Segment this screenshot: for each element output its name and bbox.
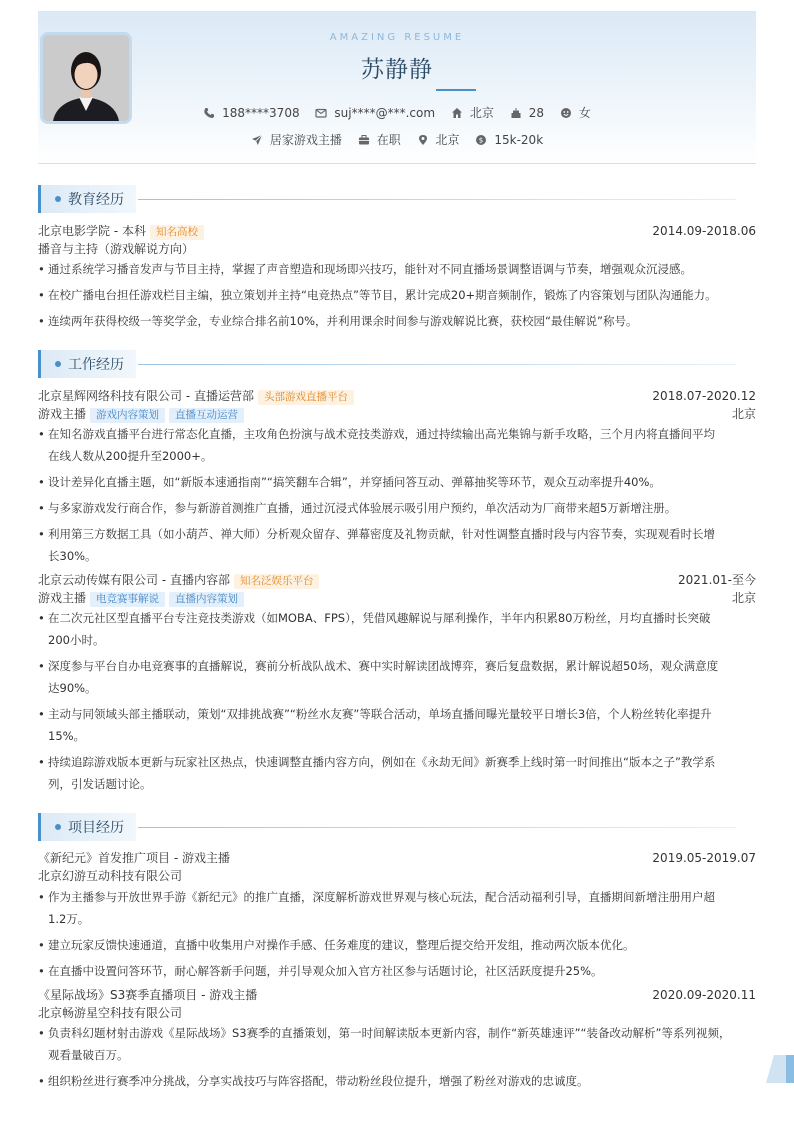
info-target-city	[417, 131, 460, 148]
job-bullet: • 与多家游戏发行商合作，参与新游首测推广直播，通过沉浸式体验展示吸引用户预约，单次活动为厂商带来超5万新增注册。	[38, 501, 677, 515]
svg-text:$: $	[479, 136, 484, 145]
info-email	[315, 106, 435, 120]
info-target-job	[251, 131, 342, 148]
project-title-row	[38, 850, 756, 867]
company-tag: 知名泛娱乐平台	[234, 574, 320, 589]
project-bullet: • 负责科幻题材射击游戏《星际战场》S3赛季的直播策划，第一时间解读版本更新内容，制作“新英雄速评”“装备改动解析”等系列视频， 观看量破百万。	[38, 1026, 731, 1062]
resume-page	[38, 11, 756, 1088]
project-title-row	[38, 987, 756, 1004]
candidate-name: 苏静静	[361, 57, 433, 83]
job-period: 2018.07-2020.12	[652, 389, 756, 403]
info-phone	[203, 106, 299, 120]
info-row-job	[38, 131, 756, 149]
info-row-personal	[38, 104, 756, 122]
school-tag: 知名高校	[150, 225, 204, 240]
project-name: 《星际战场》S3赛季直播项目 - 游戏主播	[38, 988, 258, 1002]
project-company: 北京幻游互动科技有限公司	[38, 869, 183, 883]
home-icon	[451, 107, 463, 119]
briefcase-icon	[358, 134, 370, 146]
section-projects	[38, 813, 756, 843]
project-period: 2020.09-2020.11	[652, 988, 756, 1002]
resume-kicker: AMAZING RESUME	[329, 32, 465, 43]
section-title: 项目经历	[68, 820, 124, 836]
gender-icon	[560, 107, 572, 119]
job-bullet: • 主动与同领域头部主播联动，策划“双排挑战赛”“粉丝水友赛”等联合活动，单场直播间曝光量较平日增长3倍，个人粉丝转化率提升 15%。	[38, 707, 712, 743]
job-bullet: • 在二次元社区型直播平台专注竞技类游戏（如MOBA、FPS），凭借风趣解说与犀利操作，半年内积累80万粉丝，月均直播时长突破 200小时。	[38, 611, 711, 647]
info-salary	[475, 133, 543, 147]
section-education	[38, 185, 756, 215]
job-role-row	[38, 406, 756, 423]
job-role: 游戏主播	[38, 591, 87, 605]
resume-header	[38, 11, 756, 164]
role-tag: 电竞赛事解说	[90, 592, 165, 607]
project-name: 《新纪元》首发推广项目 - 游戏主播	[38, 851, 230, 865]
gender-value: 女	[578, 106, 591, 120]
job-role-row	[38, 590, 756, 607]
phone-icon	[203, 107, 215, 119]
target-job: 居家游戏主播	[269, 133, 342, 147]
job-period: 2021.01-至今	[678, 573, 756, 587]
age-value: 28	[528, 105, 545, 120]
section-work	[38, 350, 756, 380]
education-bullet: • 在校广播电台担任游戏栏目主编，独立策划并主持“电竞热点”等节目，累计完成20+期音频制作，锻炼了内容策划与团队沟通能力。	[38, 288, 717, 302]
section-dot	[55, 361, 61, 367]
role-tag: 直播内容策划	[169, 592, 244, 607]
phone-number: 188****3708	[222, 105, 300, 120]
section-title: 教育经历	[68, 192, 124, 208]
project-bullet: • 组织粉丝进行赛季冲分挑战，分享实战技巧与阵容搭配，带动粉丝段位提升，增强了粉丝对游戏的忠诚度。	[38, 1074, 589, 1088]
school-name: 北京电影学院 - 本科	[38, 224, 146, 238]
job-bullet: • 深度参与平台自办电竞赛事的直播解说，赛前分析战队战术、赛中实时解读团战博弈，赛后复盘数据，累计解说超50场，观众满意度 达90%。	[38, 659, 719, 695]
email-address: suj****@***.com	[334, 105, 436, 120]
company-name: 北京星辉网络科技有限公司 - 直播运营部	[38, 389, 254, 403]
info-gender	[560, 104, 591, 121]
section-dot	[55, 824, 61, 830]
job-bullet: • 设计差异化直播主题，如“新版本速通指南”“搞笑翻车合辑”，并穿插问答互动、弹幕抽奖等环节，观众互动率提升40%。	[38, 475, 661, 489]
job-status: 在职	[376, 133, 401, 147]
education-major: 播音与主持（游戏解说方向）	[38, 242, 195, 256]
job-bullet: • 持续追踪游戏版本更新与玩家社区热点，快速调整直播内容方向，例如在《永劫无间》新赛季上线时第一时间推出“版本之子”教学系 列，引发话题讨论。	[38, 755, 716, 791]
project-company: 北京畅游星空科技有限公司	[38, 1006, 183, 1020]
section-rule	[138, 827, 736, 828]
location-pin-icon	[417, 134, 429, 146]
project-bullet: • 建立玩家反馈快速通道，直播中收集用户对操作手感、任务难度的建议，整理后提交给开发组，推动两次版本优化。	[38, 938, 635, 952]
job-bullet: • 利用第三方数据工具（如小葫芦、禅大师）分析观众留存、弹幕密度及礼物贡献，针对性调整直播时段与内容节奏，实现观看时长增 长30%。	[38, 527, 715, 563]
section-rule	[138, 199, 736, 200]
project-bullet: • 在直播中设置问答环节，耐心解答新手问题，并引导观众加入官方社区参与话题讨论，社区活跃度提升25%。	[38, 964, 603, 978]
education-period: 2014.09-2018.06	[652, 224, 756, 238]
job-company-row	[38, 388, 756, 405]
info-status	[358, 131, 401, 148]
mail-icon	[315, 107, 327, 119]
section-dot	[55, 196, 61, 202]
job-company-row	[38, 572, 756, 589]
education-school-row	[38, 223, 756, 240]
info-age	[510, 106, 544, 120]
role-tag: 直播互动运营	[169, 408, 244, 423]
salary-icon	[475, 134, 487, 146]
company-name: 北京云动传媒有限公司 - 直播内容部	[38, 573, 230, 587]
residence-city: 北京	[469, 106, 494, 120]
company-tag: 头部游戏直播平台	[258, 390, 354, 405]
section-rule	[138, 364, 736, 365]
project-period: 2019.05-2019.07	[652, 851, 756, 865]
job-role: 游戏主播	[38, 407, 87, 421]
name-underline	[436, 89, 476, 91]
job-bullet: • 在知名游戏直播平台进行常态化直播，主攻角色扮演与战术竞技类游戏，通过持续输出高光集锦与新手攻略，三个月内将直播间平均 在线人数从200提升至2000+。	[38, 427, 715, 463]
salary-range: 15k-20k	[494, 132, 544, 147]
cake-icon	[510, 107, 522, 119]
target-city: 北京	[435, 133, 460, 147]
education-bullet: • 通过系统学习播音发声与节目主持，掌握了声音塑造和现场即兴技巧，能针对不同直播场景调整语调与节奏，增强观众沉浸感。	[38, 262, 692, 276]
corner-decoration	[766, 1055, 794, 1083]
send-icon	[251, 134, 263, 146]
role-tag: 游戏内容策划	[90, 408, 165, 423]
info-residence	[451, 104, 494, 121]
job-city: 北京	[731, 407, 756, 421]
education-bullet: • 连续两年获得校级一等奖学金，专业综合排名前10%，并利用课余时间参与游戏解说比赛，获校园“最佳解说”称号。	[38, 314, 638, 328]
job-city: 北京	[731, 591, 756, 605]
section-title: 工作经历	[68, 357, 124, 373]
project-bullet: • 作为主播参与开放世界手游《新纪元》的推广直播，深度解析游戏世界观与核心玩法，配合活动福利引导，直播期间新增注册用户超 1.2万。	[38, 890, 715, 926]
